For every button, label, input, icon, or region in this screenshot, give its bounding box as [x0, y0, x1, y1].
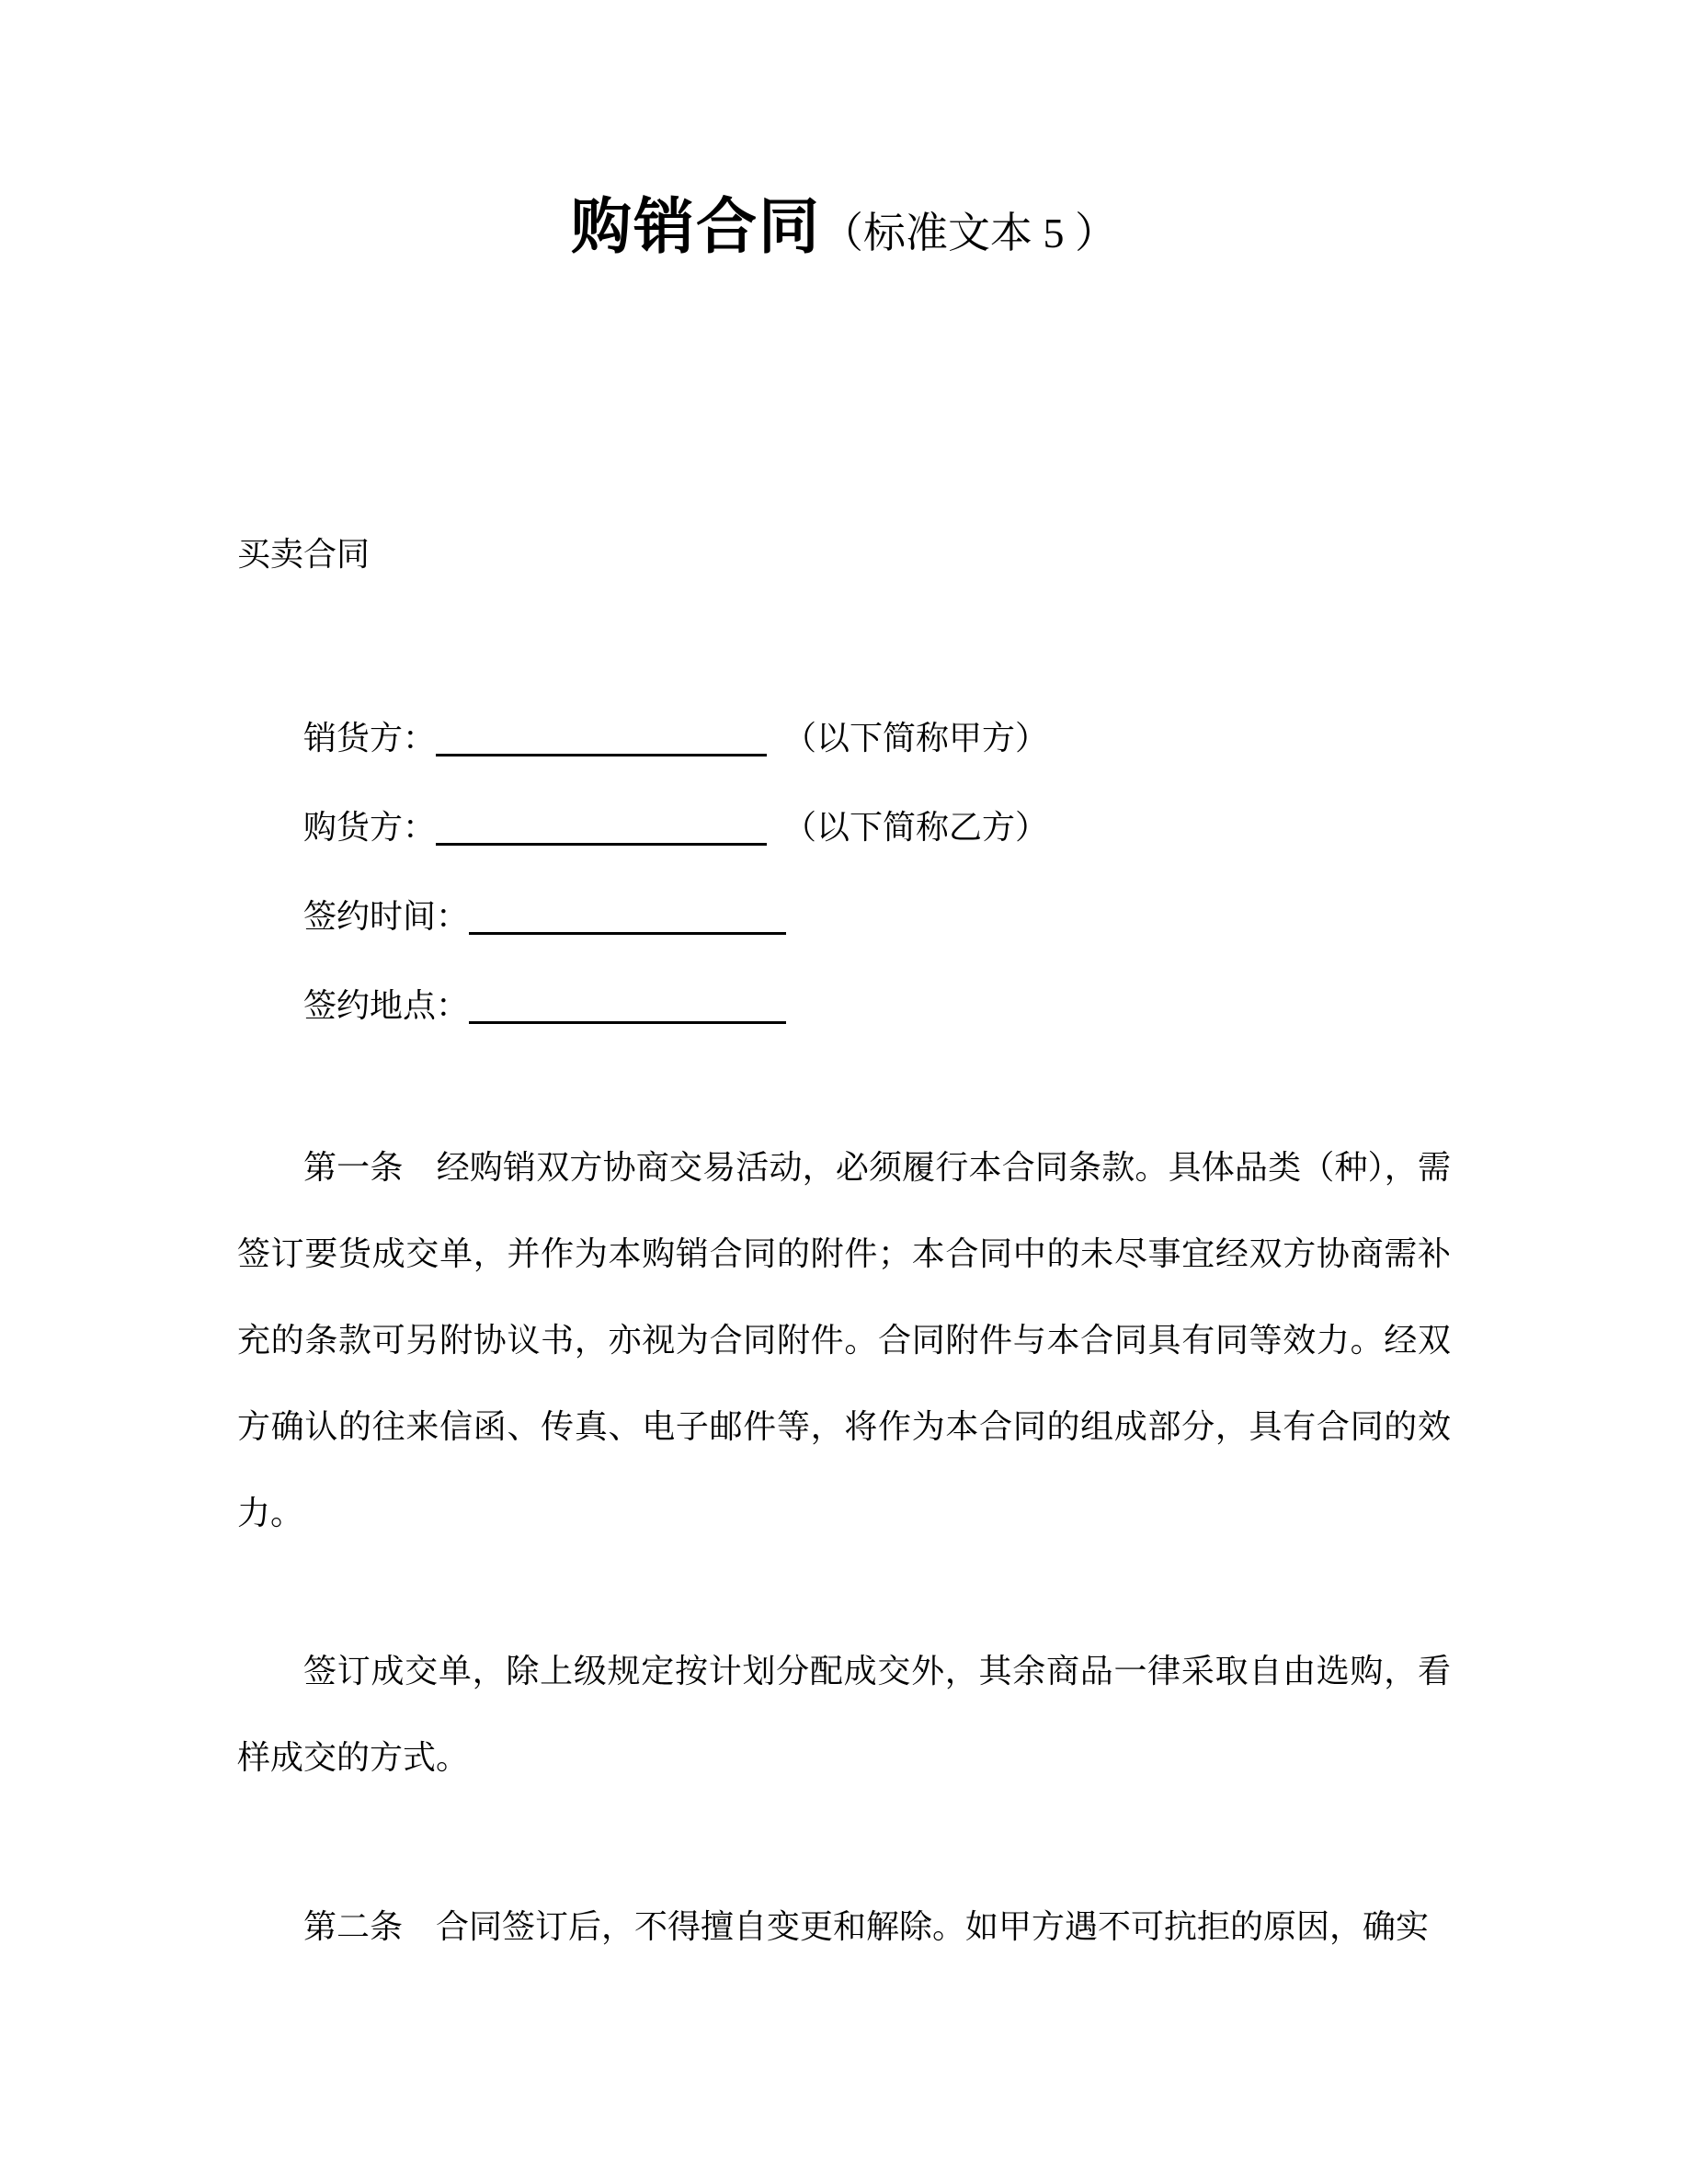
field-label-buyer: 购货方： — [303, 809, 437, 846]
clause-paragraph-3: 第二条 合同签订后，不得擅自变更和解除。如甲方遇不可抗拒的原因，确实 — [303, 1908, 1430, 1945]
field-sign-place — [237, 961, 1451, 1051]
document-title-sub: （标准文本 5 ） — [821, 210, 1117, 256]
field-note-buyer: （以下简称乙方） — [783, 809, 1049, 846]
field-label-seller: 销货方： — [303, 720, 437, 756]
clause-paragraph-1: 第一条 经购销双方协商交易活动，必须履行本合同条款。具体品类（种），需签订要货成交单，并作为本购销合同的附件；本合同中的未尽事宜经双方协商需补充的条款可另附协议书，亦视为合同附件。合同附件与本合同具有同等效力。经双方确认的往来信函、传真、电子邮件等，将作为本合同的组成部分，具有合同的效力。 — [237, 1149, 1451, 1531]
document-title-main: 购销合同 — [571, 194, 821, 261]
clause-paragraph-2: 签订成交单，除上级规定按计划分配成交外，其余商品一律采取自由选购，看样成交的方式。 — [237, 1653, 1451, 1776]
field-buyer — [237, 783, 1451, 872]
field-note-seller: （以下简称甲方） — [783, 720, 1049, 756]
fill-in-blank-sign-date — [469, 902, 786, 935]
fill-in-blank-buyer — [436, 813, 767, 846]
fill-in-blank-seller — [436, 723, 767, 756]
fill-in-blank-sign-place — [469, 991, 786, 1024]
field-seller — [237, 694, 1451, 783]
field-sign-date — [237, 872, 1451, 961]
contract-fields — [237, 694, 1451, 1051]
field-label-sign-date: 签约时间： — [303, 898, 470, 935]
field-label-sign-place: 签约地点： — [303, 987, 470, 1024]
contract-type-label: 买卖合同 — [237, 536, 371, 573]
document-title — [237, 184, 1451, 275]
